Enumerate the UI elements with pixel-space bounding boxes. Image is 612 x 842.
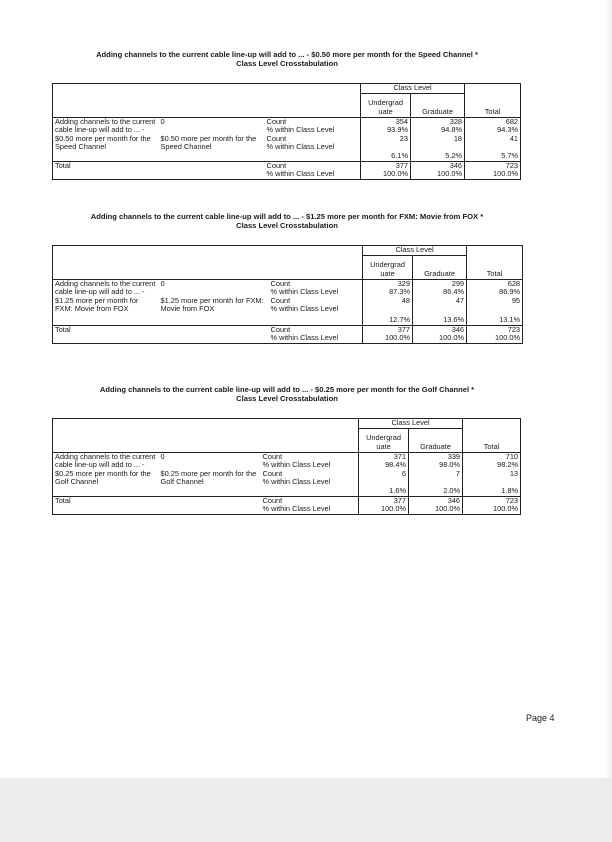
cell-pct-graduate: 100.0% bbox=[413, 334, 467, 343]
cell-count-graduate: 339 bbox=[409, 452, 463, 461]
header-total-top bbox=[467, 246, 523, 256]
crosstab-section-golf bbox=[52, 385, 522, 514]
stat-pct-label: % within Class Level bbox=[269, 288, 363, 297]
cell-pct-total: 5.7% bbox=[501, 151, 519, 161]
cell-pct-total: 100.0% bbox=[492, 170, 519, 179]
header-blank bbox=[53, 84, 361, 118]
row-category-0: 0 bbox=[159, 452, 261, 470]
cell-pct-undergrad: 87.3% bbox=[363, 288, 413, 297]
header-undergraduate: Undergrad uate bbox=[363, 255, 413, 279]
stat-count-label: Count bbox=[261, 496, 359, 505]
cell-count-undergrad: 354 bbox=[361, 117, 411, 126]
crosstab-section-fxm bbox=[52, 212, 522, 343]
stat-count-label: Count bbox=[265, 161, 361, 170]
stat-pct-label: % within Class Level bbox=[261, 478, 359, 496]
crosstab-table bbox=[52, 245, 523, 344]
crosstab-table bbox=[52, 83, 521, 180]
cell-count-undergrad: 371 bbox=[359, 452, 409, 461]
cell-count-total: 682 bbox=[465, 117, 521, 126]
crosstab-section-speed bbox=[52, 50, 522, 179]
cell-count-undergrad: 23 bbox=[361, 135, 411, 144]
cell-pct-undergrad: 6.1% bbox=[361, 143, 411, 161]
page-number: Page 4 bbox=[526, 713, 555, 723]
stat-pct-label: % within Class Level bbox=[261, 505, 359, 514]
cell-pct-total: 86.9% bbox=[499, 288, 521, 297]
cell-count-graduate: 346 bbox=[413, 325, 467, 334]
stat-pct-label: % within Class Level bbox=[265, 170, 361, 179]
row-total-label: Total bbox=[53, 496, 261, 514]
cell-pct-undergrad: 100.0% bbox=[363, 334, 413, 343]
header-graduate: Graduate bbox=[411, 93, 465, 117]
cell-pct-total: 100.0% bbox=[492, 505, 519, 514]
row-total-label: Total bbox=[53, 161, 265, 179]
cell-count-total: 710 bbox=[463, 452, 521, 461]
cell-pct-undergrad: 100.0% bbox=[361, 170, 411, 179]
cell-pct-graduate: 13.6% bbox=[413, 305, 467, 325]
cell-pct-graduate: 5.2% bbox=[411, 143, 465, 161]
header-total: Total bbox=[467, 255, 523, 279]
cell-count-total: 723 bbox=[465, 161, 521, 170]
header-total: Total bbox=[465, 93, 521, 117]
crosstab-title bbox=[52, 385, 522, 403]
header-total-top bbox=[463, 419, 521, 429]
header-class-level: Class Level bbox=[363, 246, 467, 256]
stat-count-label: Count bbox=[261, 452, 359, 461]
cell-count-undergrad: 377 bbox=[361, 161, 411, 170]
header-blank bbox=[53, 246, 363, 280]
row-category-0: 0 bbox=[159, 279, 269, 297]
cell-count-total: 723 bbox=[463, 496, 521, 505]
cell-count-graduate: 299 bbox=[413, 279, 467, 288]
stat-count-label: Count bbox=[265, 135, 361, 144]
cell-pct-undergrad: 100.0% bbox=[359, 505, 409, 514]
crosstab-title bbox=[52, 212, 522, 230]
cell-count-graduate: 346 bbox=[411, 161, 465, 170]
cell-count-total: 723 bbox=[467, 325, 523, 334]
stat-count-label: Count bbox=[261, 470, 359, 479]
cell-pct-total: 13.1% bbox=[499, 315, 521, 325]
stat-count-label: Count bbox=[269, 297, 363, 306]
cell-pct-undergrad: 93.9% bbox=[361, 126, 411, 135]
header-undergraduate: Undergrad uate bbox=[361, 93, 411, 117]
cell-pct-graduate: 2.0% bbox=[409, 478, 463, 496]
cell-pct-undergrad: 12.7% bbox=[363, 305, 413, 325]
stat-pct-label: % within Class Level bbox=[269, 305, 363, 325]
cell-pct-undergrad: 1.6% bbox=[359, 478, 409, 496]
cell-count-total: 628 bbox=[467, 279, 523, 288]
row-category-0: 0 bbox=[159, 117, 265, 135]
scan-bottom-margin bbox=[0, 778, 612, 842]
cell-count-undergrad: 48 bbox=[363, 297, 413, 306]
cell-pct-graduate: 98.0% bbox=[409, 461, 463, 470]
cell-pct-graduate: 94.8% bbox=[411, 126, 465, 135]
stat-pct-label: % within Class Level bbox=[261, 461, 359, 470]
row-category-paid: $0.50 more per month for the Speed Channel bbox=[160, 134, 257, 152]
cell-pct-total: 98.2% bbox=[497, 461, 519, 470]
scan-edge-shadow bbox=[604, 0, 612, 778]
cell-count-undergrad: 377 bbox=[359, 496, 409, 505]
row-variable-label: Adding channels to the current cable line-up will add to ... - $0.25 more per month for the Golf Channel bbox=[53, 452, 159, 496]
cell-count-undergrad: 377 bbox=[363, 325, 413, 334]
cell-count-total: 13 bbox=[509, 469, 519, 478]
crosstab-title-line1: Adding channels to the current cable line-up will add to ... - $1.25 more per month for FXM: Movie from FOX * bbox=[90, 212, 484, 221]
row-category-paid: $1.25 more per month for FXM: Movie from FOX bbox=[160, 296, 264, 314]
header-total: Total bbox=[463, 428, 521, 452]
cell-pct-graduate: 100.0% bbox=[411, 170, 465, 179]
stat-pct-label: % within Class Level bbox=[265, 126, 361, 135]
cell-count-total: 41 bbox=[509, 134, 519, 143]
crosstab-title-line2: Class Level Crosstabulation bbox=[236, 221, 338, 230]
cell-pct-undergrad: 98.4% bbox=[359, 461, 409, 470]
stat-count-label: Count bbox=[269, 325, 363, 334]
cell-pct-total: 94.3% bbox=[497, 126, 519, 135]
cell-count-graduate: 346 bbox=[409, 496, 463, 505]
stat-count-label: Count bbox=[265, 117, 361, 126]
header-total-top bbox=[465, 84, 521, 94]
row-total-label: Total bbox=[53, 325, 269, 343]
crosstab-title-line1: Adding channels to the current cable line-up will add to ... - $0.25 more per month for the Golf Channel * bbox=[99, 385, 475, 394]
row-category-paid: $0.25 more per month for the Golf Channel bbox=[160, 469, 257, 487]
cell-count-graduate: 7 bbox=[409, 470, 463, 479]
crosstab-title-line2: Class Level Crosstabulation bbox=[236, 394, 338, 403]
crosstab-table bbox=[52, 418, 521, 515]
stat-pct-label: % within Class Level bbox=[265, 143, 361, 161]
stat-pct-label: % within Class Level bbox=[269, 334, 363, 343]
cell-pct-total: 1.8% bbox=[501, 486, 519, 496]
cell-pct-graduate: 86.4% bbox=[413, 288, 467, 297]
cell-pct-total: 100.0% bbox=[494, 334, 521, 343]
crosstab-title-line2: Class Level Crosstabulation bbox=[236, 59, 338, 68]
cell-count-graduate: 328 bbox=[411, 117, 465, 126]
cell-count-total: 95 bbox=[511, 296, 521, 305]
row-variable-label: Adding channels to the current cable line-up will add to ... - $1.25 more per month for FXM: Movie from FOX bbox=[53, 279, 159, 325]
cell-pct-graduate: 100.0% bbox=[409, 505, 463, 514]
stat-count-label: Count bbox=[269, 279, 363, 288]
row-variable-label: Adding channels to the current cable line-up will add to ... - $0.50 more per month for the Speed Channel bbox=[53, 117, 159, 161]
cell-count-graduate: 18 bbox=[411, 135, 465, 144]
cell-count-undergrad: 329 bbox=[363, 279, 413, 288]
cell-count-undergrad: 6 bbox=[359, 470, 409, 479]
cell-count-graduate: 47 bbox=[413, 297, 467, 306]
header-graduate: Graduate bbox=[413, 255, 467, 279]
header-blank bbox=[53, 419, 359, 453]
header-graduate: Graduate bbox=[409, 428, 463, 452]
crosstab-title bbox=[52, 50, 522, 68]
crosstab-title-line1: Adding channels to the current cable line-up will add to ... - $0.50 more per month for the Speed Channel * bbox=[96, 50, 478, 59]
header-undergraduate: Undergrad uate bbox=[359, 428, 409, 452]
header-class-level: Class Level bbox=[359, 419, 463, 429]
header-class-level: Class Level bbox=[361, 84, 465, 94]
